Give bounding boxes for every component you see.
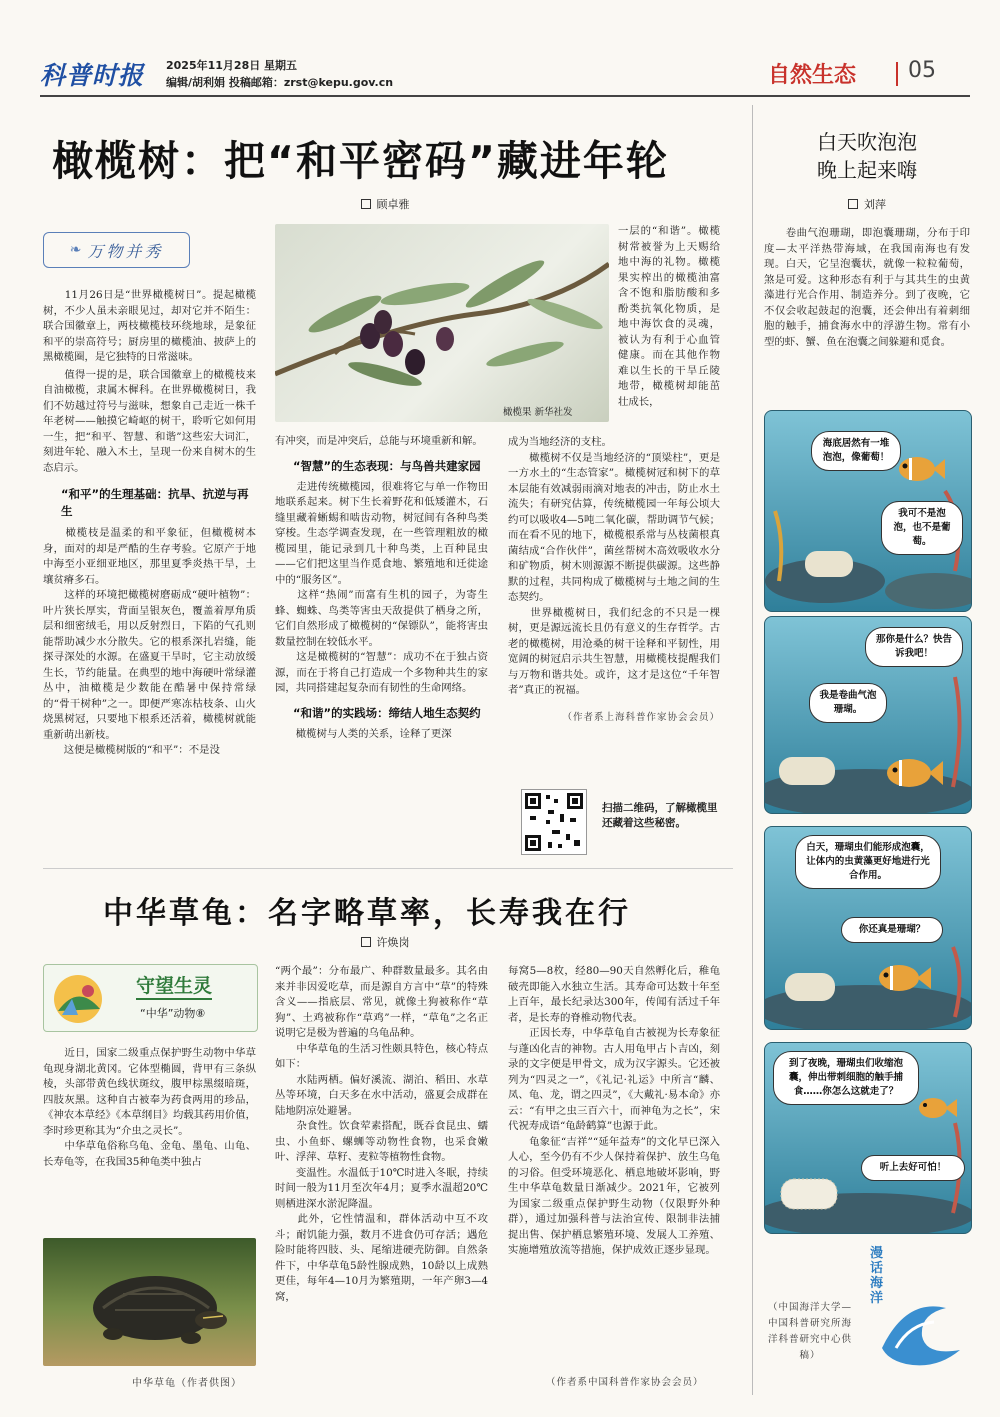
comic-bubble: 听上去好可怕！ [861, 1155, 965, 1181]
article-separator [43, 868, 733, 869]
article2-col3: 每窝5—8枚，经80—90天自然孵化后，稚龟破壳即能入水独立生活。其寿命可达数十年至上百年，最长纪录达300年，传闻有活过千年者，是长寿的脊椎动物代表。 正因长寿，中华草龟自古被视为长寿象征与蓬凶化吉的神物。古人用龟甲占卜吉凶，刻录的文字便是甲骨文，成为汉字源头。它还被列为“四灵之一”，《礼记·礼运》中所言“麟、凤、龟、龙，谓之四灵”，《大戴礼·易本命》亦云：“有甲之虫三百六十，而神龟为之长”，宋代祝寿成语“龟龄鹤算”也源于此。 龟象征“吉祥”“延年益寿”的文化早已深入人心，至今仍有不少人保持着保护、放生乌龟的习俗。但受环境恶化、栖息地破坏影响，野生中华草龟数量日渐减少。2021年，它被列为国家二级重点保护野生动物（仅限野外种群），通过加强科普与法治宣传、限制非法捕捉出售、保护栖息繁殖环境、发展人工养殖、实施增殖放流等措施，保护成效正逐步显现。 [508, 965, 720, 1256]
article1-byline [340, 196, 430, 212]
article1-col1 [43, 288, 256, 759]
article1-author-note: （作者系上海科普作家协会会员） [562, 711, 720, 723]
qr-caption: 扫描二维码，了解橄榄里还藏着这些秘密。 [602, 802, 718, 829]
byline-box-icon [848, 199, 858, 209]
comic-bubble: 到了夜晚，珊瑚虫们收缩泡囊，伸出带刺细胞的触手捕食……你怎么这就走了？ [773, 1051, 919, 1105]
article3-title-line2: 晚上起来嗨 [817, 158, 917, 182]
byline-box-icon [361, 199, 371, 209]
article3-author: 刘萍 [864, 198, 886, 211]
article1-paragraph: 有冲突，而是冲突后，总能与环境重新和解。 [275, 435, 483, 447]
article3-credit: （中国海洋大学—中国科普研究所海洋科普研究中心供稿） [767, 1302, 852, 1361]
column-tag-title: 守望生灵 [136, 971, 212, 1000]
article2-author-note: （作者系中国科普作家协会会员） [546, 1377, 704, 1388]
article1-subheading: “和谐”的实践场：缔结人地生态契约 [293, 705, 481, 720]
fish-icon [875, 959, 931, 997]
ocean-series-logo [862, 1242, 970, 1372]
turtle-photo [43, 1238, 256, 1366]
masthead-rule [40, 95, 970, 97]
fish-icon [917, 1093, 957, 1123]
leaf-icon: ❧ [69, 242, 82, 258]
comic-panel-3 [764, 826, 972, 1030]
article1-col3-top [618, 224, 720, 410]
article1-paragraph: 走进传统橄榄园，很难将它与单一作物田地联系起来。树下生长着野花和低矮灌木，石缝里藏着蜥蜴和啮齿动物，树冠间有各种鸟类穿梭。生态学调查发现，在一些管理粗放的橄榄园里，能记录到几十种鸟类，上百种昆虫——它们把这里当作觅食地、繁殖地和迁徙途中的“服务区”。 这样“热闹”而富有生机的园子，为寄生蜂、蜘蛛、鸟类等害虫天敌提供了栖身之所，它们自然形成了橄榄树的“保镖队”，能将害虫数量控制在较低水平。 这是橄榄树的“智慧”：成功不在于独占资源，而在于将自己打造成一个多物种共生的家园，共同搭建起复杂而有韧性的生命网络。 [275, 480, 488, 694]
masthead-date: 2025年11月28日 星期五 [166, 59, 298, 72]
comic-bubble: 海底居然有一堆泡泡，像葡萄！ [811, 431, 901, 471]
olive-photo [275, 224, 609, 422]
wave-icon [876, 1278, 966, 1368]
olive-photo-caption: 橄榄果 新华社发 [503, 407, 573, 418]
olive-branch-illustration [275, 224, 609, 422]
column-tag-shouwang [43, 964, 258, 1032]
article1-paragraph: 成为当地经济的支柱。 橄榄树不仅是当地经济的“顶梁柱”，更是一方水土的“生态管家”。橄榄树冠和树下的草本层能有效减弱雨滴对地表的冲击，防止水土流失；有研究估算，传统橄榄园一年每公顷大约可以吸收4—5吨二氧化碳，帮助调节气候；而在看不见的地下，橄榄根系常与丛枝菌根真菌结成“合作伙伴”，菌丝帮树木高效吸收水分和矿物质，树木则源源不断提供碳源。这些静默的过程，共同构成了橄榄树与土地之间的生态契约。 世界橄榄树日，我们纪念的不只是一棵树，更是源远流长且仍有意义的生存哲学。古老的橄榄树，用沧桑的树干诠释和平韧性，用宽阔的树冠启示共生智慧，用橄榄枝提醒我们与万物和谐共处。或许，这才是这位“千年智者”真正的祝福。 [508, 436, 720, 696]
page-number: 05 [908, 58, 936, 83]
article1-title: 橄榄树：把“和平密码”藏进年轮 [52, 137, 669, 185]
article3-body: 卷曲气泡珊瑚，即泡囊珊瑚，分布于印度—太平洋热带海域，在我国南海也有发现。白天，它呈泡囊状，就像一粒粒葡萄，煞是可爱。这种形态有利于与其共生的虫黄藻进行光合作用、制造养分。到了夜晚，它不仅会收起鼓起的泡囊，还会伸出有着刺细胞的触手，捕食海水中的浮游生物。常有小型的虾、蟹、鱼在泡囊之间躲避和觅食。 [764, 227, 970, 348]
article2-col1: 近日，国家二级重点保护野生动物中华草龟现身湖北黄冈。它体型椭圆，背甲有三条纵棱，头部带黄色线状斑纹，腹甲棕黑缀暗斑，四肢灰黑。这种自古被奉为药食两用的珍品，《神农本草经》《本草纲目》均载其药用价值，李时珍更称其为“介虫之灵长”。 中华草龟俗称乌龟、金龟、墨龟、山龟、长寿龟等，在我国35种龟类中独占 [43, 1047, 257, 1168]
article1-author: 顾卓雅 [376, 198, 410, 211]
article1-paragraph: 橄榄树与人类的关系，诠释了更深 [275, 727, 452, 740]
article1-subheading: “智慧”的生态表现：与鸟兽共建家园 [293, 458, 481, 473]
article3-title [764, 128, 970, 184]
column-tag-subtitle: “中华”动物⑧ [140, 1007, 206, 1020]
section-title: 自然生态 [768, 63, 857, 88]
turtle-illustration [43, 1238, 256, 1366]
series-logo-text: 漫话海洋 [870, 1246, 884, 1306]
article2-author: 许焕岗 [376, 936, 410, 949]
comic-panel-4 [764, 1042, 972, 1234]
comic-bubble: 我是卷曲气泡珊瑚。 [809, 683, 887, 723]
comic-panel-2 [764, 616, 972, 814]
comic-bubble: 那你是什么？快告诉我吧！ [865, 627, 963, 667]
masthead-logo: 科普时报 [40, 61, 145, 90]
column-divider [752, 105, 753, 1395]
article2-byline [340, 934, 430, 950]
fish-icon [895, 451, 945, 487]
article1-col2 [275, 434, 488, 742]
masthead-editor: 编辑/胡利娟 投稿邮箱：zrst@kepu.gov.cn [166, 76, 394, 89]
article3-byline [822, 196, 912, 212]
column-tag-wanwu [43, 232, 190, 268]
qr-code-pattern [522, 790, 586, 854]
comic-bubble: 白天，珊瑚虫们能形成泡囊，让体内的虫黄藻更好地进行光合作用。 [795, 835, 941, 889]
article2-col2: “两个最”：分布最广、种群数量最多。其名由来并非因爱吃草，而是源自方言中“草”的特殊含义——指底层、常见，就像土狗被称作“草狗”、土鸡被称作“草鸡”一样，“草龟”之名正说明它是极为普遍的乌龟品种。 中华草龟的生活习性颇具特色，核心特点如下： 水陆两栖。偏好溪流、湖泊、稻田、水草丛等环境，白天多在水中活动，盛夏会成群在陆地阴凉处避暑。 杂食性。饮食荤素搭配，既吞食昆虫、蠕虫、小鱼虾、螺蛳等动物性食物，也采食嫩叶、浮萍、草籽、麦粒等植物性食物。 变温性。水温低于10℃时进入冬眠，持续时间一般为11月至次年4月；夏季水温超20℃则栖进深水淤泥降温。 此外，它性情温和，群体活动中互不攻斗；耐饥能力强，数月不进食仍可存活；遇危险时能将四肢、头、尾缩进硬壳防御。自然条件下，中华草龟5龄性腺成熟，10龄以上成熟更佳，每年4—10月为繁殖期，一年产卵3—4窝， [275, 965, 488, 1303]
section-divider [896, 62, 898, 86]
article2-title: 中华草龟：名字略草率，长寿我在行 [103, 896, 631, 931]
column-tag-label: 万物并秀 [87, 241, 164, 261]
wildlife-badge-icon [48, 969, 118, 1027]
article3-title-line1: 白天吹泡泡 [817, 130, 917, 154]
comic-panel-1 [764, 410, 972, 612]
article1-subheading: “和平”的生理基础：抗旱、抗逆与再生 [61, 487, 249, 518]
byline-box-icon [361, 937, 371, 947]
article1-paragraph: 一层的“和谐”。橄榄树常被誉为上天赐给地中海的礼物。橄榄果实榨出的橄榄油富含不饱和脂肪酸和多酚类抗氧化物质，是地中海饮食的灵魂，被认为有利于心血管健康。而在其他作物难以生长的干旱丘陵地带，橄榄树却能茁壮成长， [618, 225, 720, 408]
article1-paragraph: 值得一提的是，联合国徽章上的橄榄枝来自油橄榄，隶属木樨科。在世界橄榄树日，我们不妨越过符号与滋味，想象自己走近一株千年老树——触摸它崎岖的树干，聆听它如何用一生，把“和平、智慧、和谐”这些宏大词汇，刻进年轮、融入木土，呈现一份来自树木的生态启示。 [43, 368, 256, 474]
comic-bubble: 我可不是泡泡，也不是葡萄。 [881, 501, 963, 555]
article1-paragraph: 橄榄枝是温柔的和平象征，但橄榄树本身，面对的却是严酷的生存考验。它原产于地中海至小亚细亚地区，那里夏季炎热干旱，土壤贫瘠多石。 这样的环境把橄榄树磨砺成“硬叶植物”：叶片狭长厚实，背面呈银灰色，覆盖着厚角质层和细密绒毛，用以反射烈日，下陷的气孔则能帮助减少水分散失。它的根系深扎岩缝，能探寻深处的水源。在盛夏干旱时，它主动放缓生长，节约能量。在典型的地中海硬叶常绿灌丛中，油橄榄是少数能在酷暑中保持常绿的“骨干树种”之一。即便严寒冻枯枝条、山火烧黑树冠，只要地下根系还活着，橄榄树就能重新萌出新枝。 这便是橄榄树版的“和平”：不是没 [43, 527, 256, 756]
turtle-photo-caption: 中华草龟（作者供图） [132, 1378, 242, 1389]
article1-paragraph: 11月26日是“世界橄榄树日”。提起橄榄树，不少人虽未亲眼见过，却对它并不陌生：联合国徽章上，两枝橄榄枝环绕地球，是象征和平的崇高符号；厨房里的橄榄油、披萨上的黑橄榄圈，是它独特的日常滋味。 [43, 289, 256, 363]
comic-bubble: 你还真是珊瑚？ [841, 917, 943, 943]
article1-col3 [508, 435, 720, 723]
fish-icon [883, 753, 943, 793]
qr-code[interactable] [521, 789, 587, 855]
